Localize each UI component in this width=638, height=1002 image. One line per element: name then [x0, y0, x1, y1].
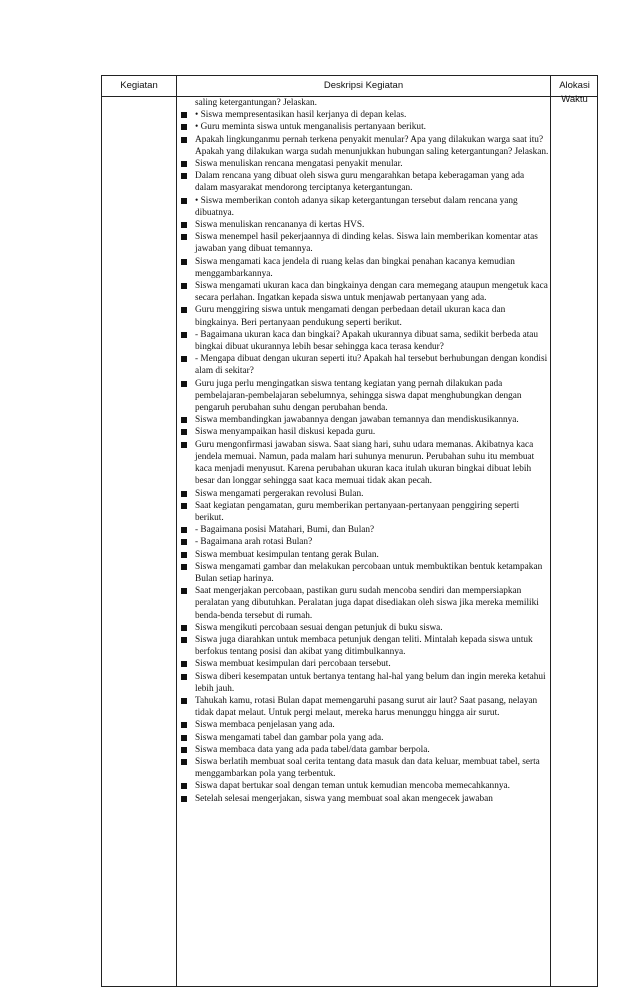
list-item	[178, 134, 549, 158]
list-item-text: Siswa menuliskan rencana mengatasi penyakit menular.	[195, 159, 403, 170]
square-bullet-icon	[181, 161, 187, 167]
list-item	[178, 195, 549, 219]
list-item	[178, 378, 549, 415]
square-bullet-icon	[181, 442, 187, 448]
list-item-text: Siswa berlatih membuat soal cerita tentang data masuk dan data keluar, membuat tabel, serta menggambarkan pola yang terbentuk.	[195, 756, 540, 780]
square-bullet-icon	[181, 283, 187, 289]
list-item-text: Siswa mengikuti percobaan sesuai dengan petunjuk di buku siswa.	[195, 622, 443, 633]
list-item-text: Siswa mengamati gambar dan melakukan percobaan untuk membuktikan bentuk ketampakan Bulan setiap harinya.	[195, 561, 543, 584]
square-bullet-icon	[181, 112, 187, 118]
list-item	[178, 524, 549, 536]
square-bullet-icon	[181, 417, 187, 423]
list-item-text: Siswa dapat bertukar soal dengan teman untuk kemudian mencoba memecahkannya.	[195, 781, 510, 792]
square-bullet-icon	[181, 759, 187, 765]
list-item-text: Setelah selesai mengerjakan, siswa yang membuat soal akan mengecek jawaban	[195, 793, 493, 804]
list-item-text: Siswa juga diarahkan untuk membaca petunjuk dengan teliti. Mintalah kepada siswa untuk berfokus tentang posisi dan akibat yang ditimbulkannya.	[195, 634, 533, 658]
header-alokasi-waktu	[551, 79, 598, 107]
list-item	[178, 414, 549, 426]
list-item-text: • Siswa memberikan contoh adanya sikap ketergantungan tersebut dalam rencana yang dibuatnya.	[195, 195, 518, 218]
list-item	[178, 756, 549, 780]
square-bullet-icon	[181, 698, 187, 704]
square-bullet-icon	[181, 491, 187, 497]
list-item	[178, 549, 549, 561]
list-item	[178, 121, 549, 133]
description-cell	[178, 97, 549, 805]
list-item-text: Siswa membaca penjelasan yang ada.	[195, 720, 335, 731]
list-item-text: Siswa menempel hasil pekerjaannya di dinding kelas. Siswa lain memberikan komentar atas jawaban yang dibuat temannya.	[195, 232, 538, 255]
list-item-text: Siswa diberi kesempatan untuk bertanya tentang hal-hal yang belum dan ingin mereka ketahui lebih jauh.	[195, 671, 546, 694]
activity-list	[178, 109, 549, 805]
continued-text: saling ketergantungan? Jelaskan.	[195, 98, 317, 108]
list-item	[178, 256, 549, 280]
list-item	[178, 536, 549, 548]
square-bullet-icon	[181, 674, 187, 680]
square-bullet-icon	[181, 503, 187, 509]
list-item-text: Dalam rencana yang dibuat oleh siswa guru mengarahkan betapa keberagaman yang ada dalam masyarakat mendorong terciptanya ketergantungan.	[195, 171, 525, 194]
list-item	[178, 793, 549, 805]
list-item	[178, 695, 549, 719]
square-bullet-icon	[181, 783, 187, 789]
list-item	[178, 109, 549, 121]
list-item	[178, 231, 549, 255]
list-item-text: Siswa membaca data yang ada pada tabel/data gambar berpola.	[195, 744, 430, 755]
square-bullet-icon	[181, 552, 187, 558]
square-bullet-icon	[181, 259, 187, 265]
list-item	[178, 732, 549, 744]
list-item-text: • Guru meminta siswa untuk menganalisis pertanyaan berikut.	[195, 122, 426, 133]
list-item-text: - Bagaimana posisi Matahari, Bumi, dan Bulan?	[195, 525, 375, 536]
list-item-text: Siswa mengamati pergerakan revolusi Bulan.	[195, 488, 364, 499]
list-item	[178, 585, 549, 622]
square-bullet-icon	[181, 173, 187, 179]
square-bullet-icon	[181, 356, 187, 362]
header-alokasi-line1: Alokasi	[559, 80, 590, 91]
list-item	[178, 500, 549, 524]
list-item	[178, 219, 549, 231]
list-item	[178, 671, 549, 695]
list-item-text: Saat kegiatan pengamatan, guru memberikan pertanyaan-pertanyaan penggiring seperti berikut.	[195, 500, 520, 523]
square-bullet-icon	[181, 661, 187, 667]
list-item-text: Saat mengerjakan percobaan, pastikan guru sudah mencoba sendiri dan mempersiapkan peralatan yang dibutuhkan. Peralatan juga dapat disediakan oleh siswa jika mereka memiliki benda-benda tersebut di rumah.	[195, 586, 539, 621]
list-item-text: - Mengapa dibuat dengan ukuran seperti itu? Apakah hal tersebut berhubungan dengan kondisi alam di sekitar?	[195, 354, 548, 377]
activity-table	[101, 75, 598, 987]
list-item	[178, 622, 549, 634]
list-item	[178, 280, 549, 304]
square-bullet-icon	[181, 137, 187, 143]
list-item-text: Guru mengonfirmasi jawaban siswa. Saat siang hari, suhu udara memanas. Akibatnya kaca jendela memuai. Namun, pada malam hari suhunya menurun. Perubahan suhu itu membuat kaca menjadi menyusut. Karena perubahan ukuran kaca itulah ukuran bingkai dibuat lebih besar dan longgar sehingga saat kaca memuai tidak akan pecah.	[195, 439, 535, 487]
list-item	[178, 304, 549, 328]
list-item-text: Siswa membandingkan jawabannya dengan jawaban temannya dan mendiskusikannya.	[195, 415, 519, 426]
list-item-text: - Bagaimana arah rotasi Bulan?	[195, 537, 313, 548]
list-item	[178, 658, 549, 670]
list-item-text: Siswa menuliskan rencananya di kertas HVS.	[195, 220, 365, 231]
square-bullet-icon	[181, 234, 187, 240]
square-bullet-icon	[181, 124, 187, 130]
list-item	[178, 744, 549, 756]
header-deskripsi-kegiatan: Deskripsi Kegiatan	[323, 80, 404, 91]
square-bullet-icon	[181, 307, 187, 313]
list-item	[178, 719, 549, 731]
square-bullet-icon	[181, 747, 187, 753]
square-bullet-icon	[181, 429, 187, 435]
list-item-text: Guru juga perlu mengingatkan siswa tentang kegiatan yang pernah dilakukan pada pembelajaran-pembelajaran sebelumnya, sehingga siswa dapat menghubungkan dengan pengaruh perubahan suhu dengan perubahan benda.	[195, 378, 522, 414]
square-bullet-icon	[181, 796, 187, 802]
square-bullet-icon	[181, 625, 187, 631]
list-item	[178, 634, 549, 658]
list-item-text: Guru menggiring siswa untuk mengamati dengan perbedaan detail ukuran kaca dan bingkainya. Beri pertanyaan pendukung seperti berikut.	[195, 305, 506, 328]
list-item	[178, 488, 549, 500]
list-item-text: Siswa mengamati tabel dan gambar pola yang ada.	[195, 732, 384, 743]
square-bullet-icon	[181, 527, 187, 533]
list-item-text: Apakah lingkunganmu pernah terkena penyakit menular? Apa yang dilakukan warga saat itu? Apakah yang dilakukan warga sudah menunjukkan hubungan saling ketergantungan? Jelaskan.	[195, 134, 549, 157]
square-bullet-icon	[181, 564, 187, 570]
list-item	[178, 561, 549, 585]
list-item-text: • Siswa mempresentasikan hasil kerjanya di depan kelas.	[195, 110, 407, 121]
square-bullet-icon	[181, 332, 187, 338]
square-bullet-icon	[181, 735, 187, 741]
column-divider	[550, 76, 551, 986]
column-divider	[176, 76, 177, 986]
list-item-text: Siswa membuat kesimpulan tentang gerak Bulan.	[195, 549, 379, 560]
square-bullet-icon	[181, 381, 187, 387]
header-kegiatan: Kegiatan	[120, 80, 158, 91]
square-bullet-icon	[181, 539, 187, 545]
square-bullet-icon	[181, 222, 187, 228]
list-item	[178, 426, 549, 438]
list-item-text: Tahukah kamu, rotasi Bulan dapat memengaruhi pasang surut air laut? Saat pasang, nelayan tidak dapat melaut. Untuk pergi melaut, mereka harus menunggu hingga air surut.	[195, 695, 538, 719]
list-item	[178, 353, 549, 377]
list-item	[178, 170, 549, 194]
list-item-text: Siswa mengamati kaca jendela di ruang kelas dan bingkai penahan kacanya kemudian menggambarkannya.	[195, 256, 515, 279]
square-bullet-icon	[181, 198, 187, 204]
list-item	[178, 329, 549, 353]
list-item	[178, 439, 549, 488]
list-item-text: - Bagaimana ukuran kaca dan bingkai? Apakah ukurannya dibuat sama, sedikit berbeda atau bingkai dibuat ukurannya lebih besar sehingga kaca terasa kendur?	[195, 329, 539, 353]
header-alokasi-line2: Waktu	[561, 94, 588, 105]
list-item-text: Siswa menyampaikan hasil diskusi kepada guru.	[195, 427, 376, 438]
list-item-text: Siswa membuat kesimpulan dari percobaan tersebut.	[195, 659, 391, 670]
square-bullet-icon	[181, 722, 187, 728]
list-item	[178, 158, 549, 170]
list-item	[178, 780, 549, 792]
list-item-text: Siswa mengamati ukuran kaca dan bingkainya dengan cara memegang ataupun mengetuk kaca secara perlahan. Ingatkan kepada siswa untuk menjawab pertanyaan yang ada.	[195, 281, 548, 304]
square-bullet-icon	[181, 637, 187, 643]
square-bullet-icon	[181, 588, 187, 594]
